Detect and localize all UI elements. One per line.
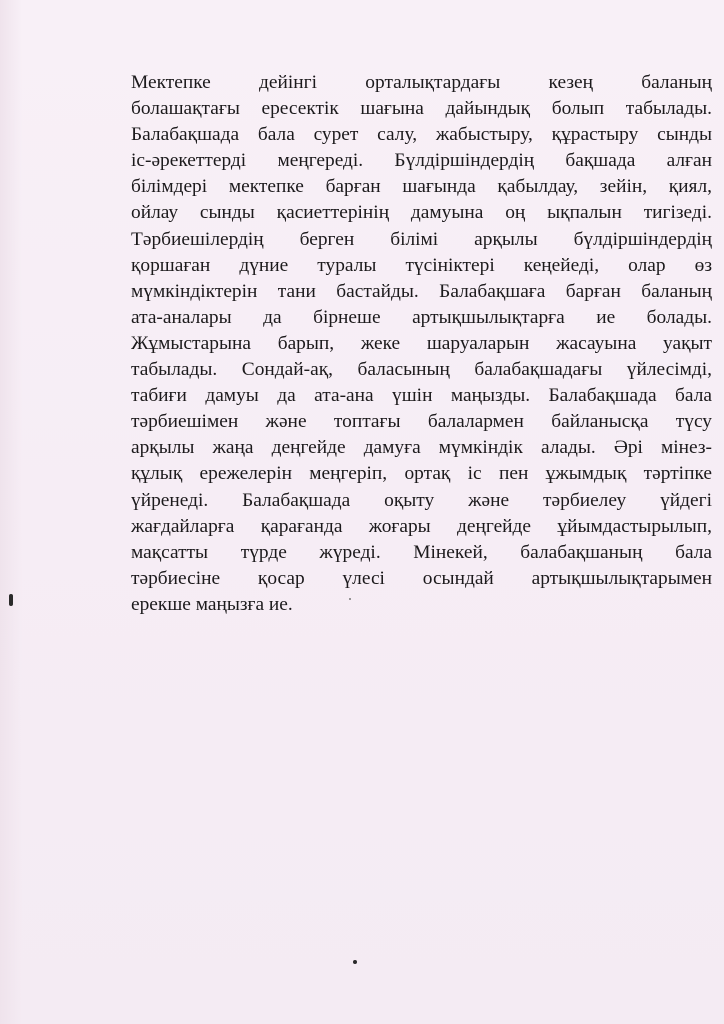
text-line: ойлау сынды қасиеттерінің дамуына оң ықпалын тигізеді. <box>131 202 712 224</box>
text-line: мүмкіндіктерін тани бастайды. Балабақшаға барған баланың <box>131 280 712 302</box>
text-line: жағдайларға қарағанда жоғары деңгейде ұйымдастырылып, <box>131 515 712 537</box>
text-line: Жұмыстарына барып, жеке шаруаларын жасауына уақыт <box>131 332 712 354</box>
text-line: табылады. Сондай-ақ, баласының балабақшадағы үйлесімді, <box>131 359 712 381</box>
text-line: Мектепке дейінгі орталықтардағы кезең баланың <box>131 72 712 93</box>
scan-speck <box>9 594 13 606</box>
text-line: арқылы жаңа деңгейде дамуға мүмкіндік алады. Әрі мінез- <box>131 437 712 459</box>
text-line: тәрбиесіне қосар үлесі осындай артықшылықтарымен <box>131 567 712 589</box>
text-line: үйренеді. Балабақшада оқыту және тәрбиелеу үйдегі <box>131 489 712 511</box>
text-line: болашақтағы ересектік шағына дайындық болып табылады. <box>131 98 712 120</box>
text-line: қоршаған дүние туралы түсініктері кеңейеді, олар өз <box>131 254 712 276</box>
scan-speck <box>349 598 351 600</box>
text-line: тәрбиешімен және топтағы балалармен байланысқа түсу <box>131 411 712 433</box>
text-line: табиғи дамуы да ата-ана үшін маңызды. Балабақшада бала <box>131 385 712 407</box>
text-line: ата-аналары да бірнеше артықшылықтарға ие болады. <box>131 306 712 328</box>
text-line: ерекше маңызға ие. <box>131 593 293 615</box>
text-line: Тәрбиешілердің берген білімі арқылы бүлдіршіндердің <box>131 228 712 250</box>
page-edge-shadow <box>0 0 22 1024</box>
text-line: білімдері мектепке барған шағында қабылдау, зейін, қиял, <box>131 176 712 198</box>
text-line: құлық ережелерін меңгеріп, ортақ іс пен ұжымдық тәртіпке <box>131 463 712 485</box>
paragraph <box>131 70 712 618</box>
scan-speck <box>353 960 357 964</box>
text-line: іс-әрекеттерді меңгереді. Бүлдіршіндердің бақшада алған <box>131 150 712 172</box>
text-line: Балабақшада бала сурет салу, жабыстыру, құрастыру сынды <box>131 124 712 146</box>
text-line: мақсатты түрде жүреді. Мінекей, балабақшаның бала <box>131 541 712 563</box>
